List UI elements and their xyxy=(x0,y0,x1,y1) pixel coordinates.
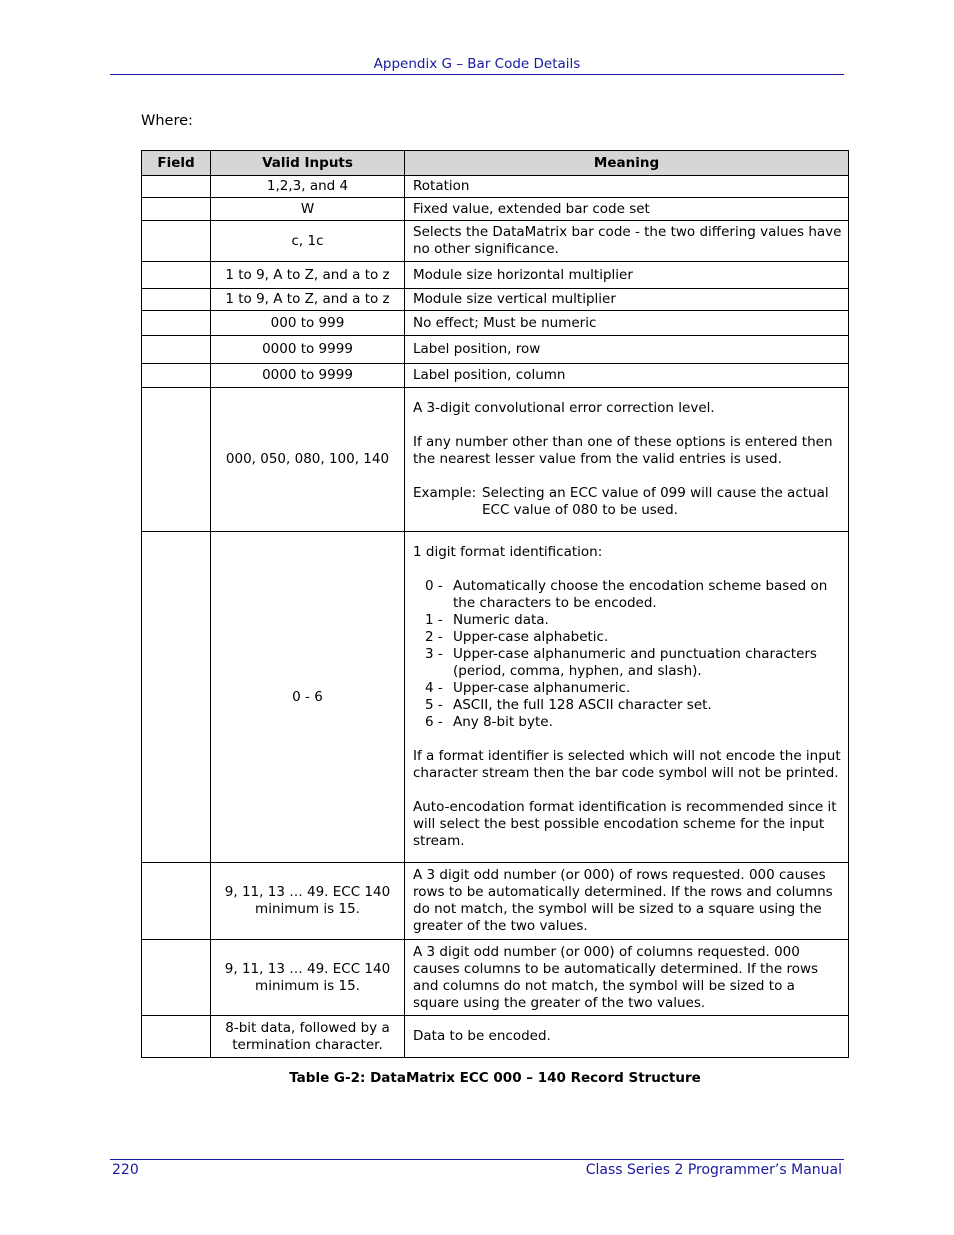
table-header-row xyxy=(142,151,849,176)
format-description: 1 digit format identification: xyxy=(413,544,603,560)
table-row xyxy=(142,262,849,289)
format-code: 6 - xyxy=(425,714,443,730)
field-cell xyxy=(142,1016,211,1058)
manual-title: Class Series 2 Programmer’s Manual xyxy=(585,1162,842,1178)
format-item xyxy=(413,646,842,680)
meaning-cell: Selects the DataMatrix bar code - the two differing values have no other significance. xyxy=(405,221,849,262)
meaning-cell xyxy=(405,532,849,863)
ecc-description: A 3-digit convolutional error correction level. xyxy=(413,400,715,416)
table-row xyxy=(142,863,849,940)
table-row xyxy=(142,311,849,336)
meaning-cell xyxy=(405,388,849,532)
field-cell xyxy=(142,289,211,311)
table-row xyxy=(142,940,849,1016)
inputs-cell: c, 1c xyxy=(211,221,405,262)
footer-rule xyxy=(110,1159,844,1160)
inputs-cell: W xyxy=(211,198,405,221)
field-cell xyxy=(142,364,211,388)
table-row xyxy=(142,388,849,532)
format-code: 3 - xyxy=(425,646,443,662)
inputs-cell: 0000 to 9999 xyxy=(211,364,405,388)
inputs-cell: 0 - 6 xyxy=(211,532,405,863)
field-cell xyxy=(142,262,211,289)
field-cell xyxy=(142,336,211,364)
inputs-cell: 1,2,3, and 4 xyxy=(211,176,405,198)
format-text: ASCII, the full 128 ASCII character set. xyxy=(453,697,712,713)
intro-text: Where: xyxy=(141,113,193,129)
inputs-cell: 9, 11, 13 … 49. ECC 140 minimum is 15. xyxy=(211,863,405,940)
format-code: 1 - xyxy=(425,612,443,628)
meaning-cell: A 3 digit odd number (or 000) of rows requested. 000 causes rows to be automatically determined. If the rows and columns do not match, the symbol will be sized to a square using the greater of the two values. xyxy=(405,863,849,940)
inputs-cell: 000 to 999 xyxy=(211,311,405,336)
format-text: Any 8-bit byte. xyxy=(453,714,553,730)
meaning-cell: Fixed value, extended bar code set xyxy=(405,198,849,221)
ecc-example xyxy=(413,485,842,519)
format-text: Automatically choose the encodation scheme based on the characters to be encoded. xyxy=(453,578,828,611)
table-row xyxy=(142,176,849,198)
field-cell xyxy=(142,221,211,262)
format-warning: If a format identifier is selected which will not encode the input character stream then the bar code symbol will not be printed. xyxy=(413,748,841,781)
table-row xyxy=(142,289,849,311)
meaning-cell: Label position, column xyxy=(405,364,849,388)
table-caption: Table G-2: DataMatrix ECC 000 – 140 Record Structure xyxy=(289,1070,701,1086)
table-row xyxy=(142,336,849,364)
example-text: Selecting an ECC value of 099 will cause the actual ECC value of 080 to be used. xyxy=(482,485,829,518)
field-cell xyxy=(142,176,211,198)
inputs-cell: 0000 to 9999 xyxy=(211,336,405,364)
meaning-cell: A 3 digit odd number (or 000) of columns requested. 000 causes columns to be automatically determined. If the rows and columns do not match, the symbol will be sized to a square using the greater of the two values. xyxy=(405,940,849,1016)
field-cell xyxy=(142,198,211,221)
page-number: 220 xyxy=(112,1162,139,1178)
format-item xyxy=(413,714,842,731)
format-text: Numeric data. xyxy=(453,612,549,628)
format-item xyxy=(413,578,842,612)
table-row xyxy=(142,198,849,221)
header-valid-inputs: Valid Inputs xyxy=(211,151,405,176)
format-code: 2 - xyxy=(425,629,443,645)
meaning-cell: Data to be encoded. xyxy=(405,1016,849,1058)
format-item xyxy=(413,697,842,714)
running-header: Appendix G – Bar Code Details xyxy=(373,56,581,72)
format-code: 4 - xyxy=(425,680,443,696)
format-recommendation: Auto-encodation format identification is recommended since it will select the best possible encodation scheme for the input stream. xyxy=(413,799,837,849)
header-field: Field xyxy=(142,151,211,176)
table-row xyxy=(142,1016,849,1058)
field-cell xyxy=(142,532,211,863)
header-meaning: Meaning xyxy=(405,151,849,176)
inputs-cell: 9, 11, 13 … 49. ECC 140 minimum is 15. xyxy=(211,940,405,1016)
meaning-cell: No effect; Must be numeric xyxy=(405,311,849,336)
format-text: Upper-case alphanumeric and punctuation characters (period, comma, hyphen, and slash). xyxy=(453,646,817,679)
table-row xyxy=(142,364,849,388)
meaning-cell: Module size horizontal multiplier xyxy=(405,262,849,289)
format-text: Upper-case alphabetic. xyxy=(453,629,609,645)
inputs-cell: 1 to 9, A to Z, and a to z xyxy=(211,289,405,311)
meaning-cell: Module size vertical multiplier xyxy=(405,289,849,311)
ecc-rounding-note: If any number other than one of these options is entered then the nearest lesser value from the valid entries is used. xyxy=(413,434,833,467)
format-item xyxy=(413,680,842,697)
format-code: 5 - xyxy=(425,697,443,713)
format-item xyxy=(413,629,842,646)
record-structure-table xyxy=(141,150,849,1058)
meaning-cell: Label position, row xyxy=(405,336,849,364)
format-text: Upper-case alphanumeric. xyxy=(453,680,631,696)
inputs-cell: 000, 050, 080, 100, 140 xyxy=(211,388,405,532)
example-label: Example: xyxy=(413,485,477,501)
inputs-cell: 8-bit data, followed by a termination character. xyxy=(211,1016,405,1058)
field-cell xyxy=(142,863,211,940)
table-row xyxy=(142,221,849,262)
field-cell xyxy=(142,388,211,532)
table-row xyxy=(142,532,849,863)
meaning-cell: Rotation xyxy=(405,176,849,198)
field-cell xyxy=(142,940,211,1016)
field-cell xyxy=(142,311,211,336)
header-rule xyxy=(110,74,844,75)
inputs-cell: 1 to 9, A to Z, and a to z xyxy=(211,262,405,289)
format-item xyxy=(413,612,842,629)
format-code: 0 - xyxy=(425,578,443,594)
